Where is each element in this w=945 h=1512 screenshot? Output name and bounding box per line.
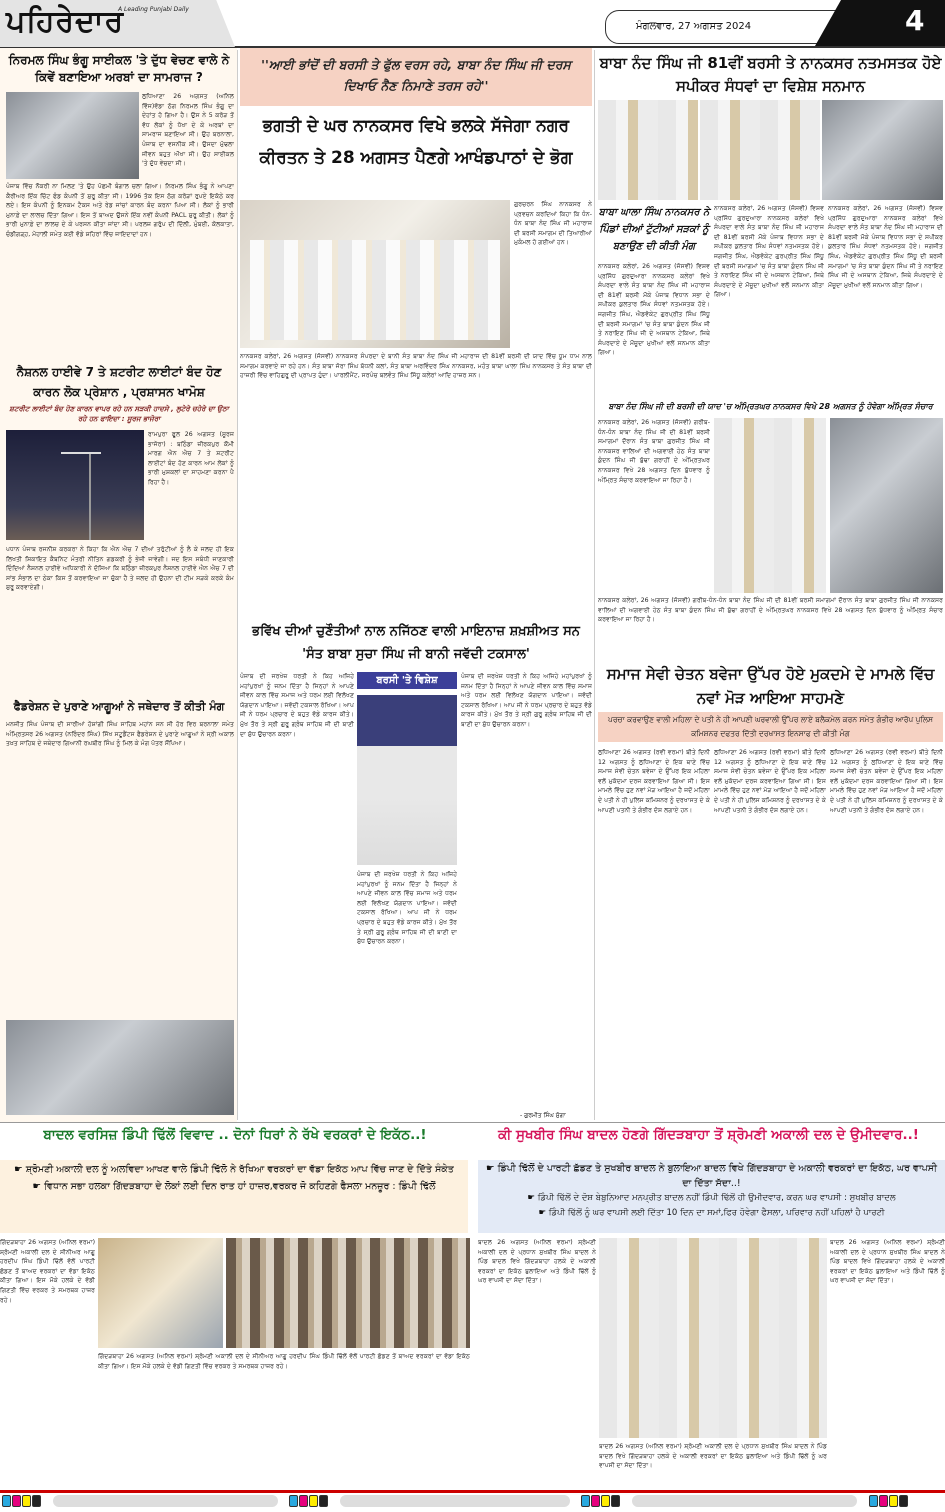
photo-federation — [6, 1020, 234, 1115]
headline-bhangu: ਨਿਰਮਲ ਸਿੰਘ ਭੰਗੂ ਸਾਈਕਲ 'ਤੇ ਦੁੱਧ ਵੇਚਣ ਵਾਲੇ ਨੇ ਕਿਵੇਂ ਬਣਾਇਆ ਅਰਬਾਂ ਦਾ ਸਾਮਰਾਜ ? — [8, 53, 230, 84]
bullet-item: ☛ ਡਿੰਪੀ ਢਿੱਲੋਂ ਦੇ ਪਾਰਟੀ ਛੱਡਣ ਤੇ ਸੁਖਬੀਰ ਬਾਦਲ ਨੇ ਬੁਲਾਇਆ ਬਾਦਲ ਵਿਖੇ ਗਿੱਦੜਬਾਹਾ ਦੇ ਅਕਾਲੀ ਵਰਕਰਾਂ ਦਾ ਇਕੱਠ, ਘਰ ਵਾਪਸੀ ਦਾ ਦਿੱਤਾ ਸੱਦਾ..! — [486, 1163, 937, 1189]
bullet-item: ☛ ਡਿੰਪੀ ਢਿੱਲੋਂ ਨੂੰ ਘਰ ਵਾਪਸੀ ਲਈ ਦਿੱਤਾ 10 ਦਿਨ ਦਾ ਸਮਾਂ,ਫਿਰ ਹੋਵੇਗਾ ਫੈਸਲਾ, ਪਰਿਵਾਰ ਨਹੀਂ ਪਹਿਲਾਂ ਹੈ ਪਾਰਟੀ — [538, 1208, 885, 1218]
right-bullets-band — [478, 1160, 945, 1233]
magenta-swatch — [591, 1495, 600, 1507]
left-bullets-band — [0, 1160, 468, 1233]
yellow-swatch — [22, 1495, 31, 1507]
photo-dimpy-dhillon — [98, 1238, 223, 1348]
article-text: ਬਾਦਲ 26 ਅਗਸਤ (ਅਨਿਲ ਵਰਮਾ) ਸ਼੍ਰੋਮਣੀ ਅਕਾਲੀ ਦਲ ਦੇ ਪ੍ਰਧਾਨ ਸੁਖਬੀਰ ਸਿੰਘ ਬਾਦਲ ਨੇ ਪਿੰਡ ਬਾਦਲ ਵਿਖੇ ਗਿੱਦੜਬਾਹਾ ਹਲਕੇ ਦੇ ਅਕਾਲੀ ਵਰਕਰਾਂ ਦਾ ਇਕੱਠ ਬੁਲਾਇਆ ਅਤੇ ਡਿੰਪੀ ਢਿੱਲੋਂ ਨੂੰ ਘਰ ਵਾਪਸੀ ਦਾ ਸੱਦਾ ਦਿੱਤਾ। — [599, 1443, 827, 1470]
photo-bhangu — [6, 92, 139, 179]
photo-nanaksar — [240, 200, 510, 348]
tagline: A Leading Punjabi Daily — [118, 6, 189, 13]
article-text: ਲੁਧਿਆਣਾ 26 ਅਗਸਤ (ਰਵੀ ਵਰਮਾ) ਬੀਤੇ ਦਿਨੀ 12 ਅਗਸਤ ਨੂੰ ਲੁਧਿਆਣਾ ਦੇ ਇਕ ਥਾਣੇ ਵਿੱਚ ਸਮਾਜ ਸੇਵੀ ਚੇਤਨ ਬਵੇਜਾ ਦੇ ਉੱਪਰ ਇਕ ਮਹਿਲਾ ਵਲੋਂ ਮੁਕੱਦਮਾ ਦਰਜ ਕਰਵਾਇਆ ਗਿਆ ਸੀ। ਇਸ ਮਾਮਲੇ ਵਿੱਚ ਹੁਣ ਨਵਾਂ ਮੋੜ ਆਇਆ ਹੈ ਜਦੋਂ ਮਹਿਲਾ ਦੇ ਪਤੀ ਨੇ ਹੀ ਪੁਲਿਸ ਕਮਿਸ਼ਨਰ ਨੂੰ ਦਰਖਾਸਤ ਦੇ ਕੇ ਆਪਣੀ ਪਤਨੀ ਤੇ ਗੰਭੀਰ ਦੋਸ਼ ਲਗਾਏ ਹਨ। — [598, 749, 710, 814]
article-text: ਨਾਨਕਸਰ ਕਲੇਰਾਂ, 26 ਅਗਸਤ (ਜੱਸਵੀ) ਗਰੀਬ-ਧੰਨ-ਧੰਨ ਬਾਬਾ ਨੰਦ ਸਿੰਘ ਜੀ ਦੀ 81ਵੀਂ ਬਰਸੀ ਸਮਾਗਮਾਂ ਦੌਰਾਨ ਸੰਤ ਬਾਬਾ ਗੁਰਜੀਤ ਸਿੰਘ ਜੀ ਨਾਨਕਸਰ ਵਾਲਿਆਂ ਦੀ ਅਗਵਾਈ ਹੇਠ ਸੰਤ ਬਾਬਾ ਕੁੰਦਨ ਸਿੰਘ ਜੀ ਬੁੱਢਾ ਗਰਾਹੀਂ ਦੇ ਅੰਮ੍ਰਿਤਘਰ ਨਾਨਕਸਰ ਵਿਖੇ 28 ਅਗਸਤ ਦਿਨ ਬੁੱਧਵਾਰ ਨੂੰ ਅੰਮ੍ਰਿਤ ਸੰਚਾਰ ਕਰਵਾਇਆ ਜਾ ਰਿਹਾ ਹੈ। — [598, 419, 710, 484]
magenta-swatch — [879, 1495, 888, 1507]
photo-caption: ਗੁਰਚਰਨ ਸਿੰਘ ਨਾਨਕਸਰ ਨੇ ਪ੍ਰਵਚਨ ਕਰਦਿਆਂ ਕਿਹਾ ਕਿ ਧੰਨ-ਧੰਨ ਬਾਬਾ ਨੰਦ ਸਿੰਘ ਜੀ ਮਹਾਰਾਜ ਦੀ ਬਰਸੀ ਸਮਾਗਮ ਦੀ ਤਿਆਰੀਆਂ ਮੁਕੰਮਲ ਹੋ ਗਈਆਂ ਹਨ। — [514, 201, 592, 247]
article-text: ਗਿੱਦੜਬਾਹਾ 26 ਅਗਸਤ (ਅਨਿਲ ਵਰਮਾ) ਸ਼੍ਰੋਮਣੀ ਅਕਾਲੀ ਦਲ ਦੇ ਸੀਨੀਅਰ ਆਗੂ ਹਰਦੀਪ ਸਿੰਘ ਡਿੰਪੀ ਢਿੱਲੋਂ ਵੱਲੋਂ ਪਾਰਟੀ ਛੱਡਣ ਤੋਂ ਬਾਅਦ ਵਰਕਰਾਂ ਦਾ ਵੱਡਾ ਇਕੱਠ ਕੀਤਾ ਗਿਆ। ਇਸ ਮੌਕੇ ਹਲਕੇ ਦੇ ਵੱਡੀ ਗਿਣਤੀ ਵਿੱਚ ਵਰਕਰ ਤੇ ਸਮਰਥਕ ਹਾਜ਼ਰ ਰਹੇ। — [0, 1239, 95, 1304]
page-number-background — [815, 0, 945, 46]
grey-bar — [53, 1495, 278, 1507]
black-swatch — [899, 1495, 908, 1507]
yellow-swatch — [601, 1495, 610, 1507]
bullet-item: ☛ ਵਿਧਾਨ ਸਭਾ ਹਲਕਾ ਗਿੱਦੜਬਾਹਾ ਦੇ ਲੋਕਾਂ ਲਈ ਦਿਨ ਰਾਤ ਹਾਂ ਹਾਜ਼ਰ,ਵਰਕਰ ਜੋ ਕਹਿਣਗੇ ਫੈਸਲਾ ਮਨਜ਼ੂਰ : ਡਿੰਪੀ ਢਿੱਲੋਂ — [32, 1181, 436, 1192]
yellow-swatch — [309, 1495, 318, 1507]
subhead-chetan-baweja: ਪਰਚਾ ਕਰਵਾਉਣ ਵਾਲੀ ਮਹਿਲਾ ਦੇ ਪਤੀ ਨੇ ਹੀ ਆਪਣੀ ਘਰਵਾਲੀ ਉੱਪਰ ਲਾਏ ਬਲੈਕਮੇਲ ਕਰਨ ਸਮੇਤ ਗੰਭੀਰ ਆਰੋਪ ਪੁਲਿਸ ਕਮਿਸ਼ਨਰ ਦਫਤਰ ਦਿੱਤੀ ਦਰਖਾਸਤ ਇਨਸਾਫ ਦੀ ਕੀਤੀ ਮੰਗ — [608, 715, 933, 738]
article-text: ਬਾਦਲ 26 ਅਗਸਤ (ਅਨਿਲ ਵਰਮਾ) ਸ਼੍ਰੋਮਣੀ ਅਕਾਲੀ ਦਲ ਦੇ ਪ੍ਰਧਾਨ ਸੁਖਬੀਰ ਸਿੰਘ ਬਾਦਲ ਨੇ ਪਿੰਡ ਬਾਦਲ ਵਿਖੇ ਗਿੱਦੜਬਾਹਾ ਹਲਕੇ ਦੇ ਅਕਾਲੀ ਵਰਕਰਾਂ ਦਾ ਇਕੱਠ ਬੁਲਾਇਆ ਅਤੇ ਡਿੰਪੀ ਢਿੱਲੋਂ ਨੂੰ ਘਰ ਵਾਪਸੀ ਦਾ ਸੱਦਾ ਦਿੱਤਾ। — [478, 1239, 596, 1285]
photo-streetlight — [6, 430, 144, 540]
headline-chetan-baweja: ਸਮਾਜ ਸੇਵੀ ਚੇਤਨ ਬਵੇਜਾ ਉੱਪਰ ਹੋਏ ਮੁਕਦਮੇ ਦੇ ਮਾਮਲੇ ਵਿੱਚ ਨਵਾਂ ਮੋੜ ਆਇਆ ਸਾਹਮਣੇ — [606, 665, 935, 707]
byline: - ਗੁਰਮੀਤ ਸਿੰਘ ਸੁੱਗਾ — [520, 1112, 566, 1119]
black-swatch — [32, 1495, 41, 1507]
article-text: ਪੰਜਾਬ ਦੀ ਜਰਖੇਜ਼ ਧਰਤੀ ਨੇ ਕਿਹ ਅਜਿਹੇ ਮਹਾਂਪੁਰਖਾਂ ਨੂੰ ਜਨਮ ਦਿੱਤਾ ਹੈ ਜਿਨ੍ਹਾਂ ਨੇ ਆਪਣੇ ਜੀਵਨ ਕਾਲ ਵਿੱਚ ਸਮਾਜ ਅਤੇ ਧਰਮ ਲਈ ਵਿਲੱਖਣ ਯੋਗਦਾਨ ਪਾਇਆ। ਜਵੱਦੀ ਟਕਸਾਲ ਰੱਖਿਆ। ਆਪ ਜੀ ਨੇ ਧਰਮ ਪ੍ਰਚਾਰ ਦੇ ਬਹੁਤ ਵੱਡੇ ਕਾਰਜ ਕੀਤੇ। ਮੁੱਖ ਤੌਰ ਤੇ ਸ੍ਰੀ ਗੁਰੂ ਗ੍ਰੰਥ ਸਾਹਿਬ ਜੀ ਦੀ ਬਾਣੀ ਦਾ ਸ਼ੁੱਧ ਉਚਾਰਨ ਕਰਨਾ। — [357, 871, 457, 946]
headline-sucha-singh: ਭਵਿੱਖ ਦੀਆਂ ਚੁਣੌਤੀਆਂ ਨਾਲ ਨਜਿੱਠਣ ਵਾਲੀ ਮਾਇਨਾਜ਼ ਸ਼ਖ਼ਸ਼ੀਅਤ ਸਨ 'ਸੰਤ ਬਾਬਾ ਸੁਚਾ ਸਿੰਘ ਜੀ ਬਾਨੀ ਜਵੱਦੀ ਟਕਸਾਲ' — [252, 624, 580, 662]
article-text: ਪਧਾਨ ਪੰਜਾਬ ਰਜਨੀਸ਼ ਕਰਕਰਾ ਨੇ ਕਿਹਾ ਕਿ ਐਨ ਐਚ 7 ਦੀਆਂ ਤਰੁੱਟੀਆਂ ਨੂੰ ਲੈ ਕੇ ਜਲਦ ਹੀ ਇਕ ਲਿਖਤੀ ਸ਼ਿਕਾਇਤ ਕੈਬਨਿਟ ਮੰਤਰੀ ਨੀਤਿਨ ਗਡਕਰੀ ਨੂੰ ਭੇਜੀ ਜਾਵੇਗੀ। ਜਦ ਇਸ ਸਬੰਧੀ ਜਾਣਕਾਰੀ ਦਿੰਦਿਆਂ ਨੈਸ਼ਨਲ ਹਾਈਵੇ ਅਧਿਕਾਰੀ ਨੇ ਦੱਸਿਆ ਕਿ ਬਠਿੰਡਾ ਜ਼ੀਰਕਪੁਰ ਨੈਸ਼ਨਲ ਹਾਈਵੇ ਐਨ ਐਚ 7 ਦੀ ਸਾਂਭ ਸੰਭਾਲ ਦਾ ਠੇਕਾ ਕਿਸ ਤੋਂ ਕਰਵਾਇਆ ਜਾ ਚੁੱਕਾ ਹੈ ਤੇ ਜਲਦ ਹੀ ਉਹਨਾ ਦੀ ਟੀਮ ਸੜਕੇ ਕਰਕੇ ਕੰਮ ਸ਼ੁਰੂ ਕਰਵਾਏਗੀ। — [6, 546, 234, 592]
cyan-swatch — [289, 1495, 298, 1507]
photo-amrit-1 — [714, 418, 826, 593]
print-registration-marks — [0, 1490, 945, 1507]
article-text: ਨਾਨਕਸਰ ਕਲੇਰਾਂ, 26 ਅਗਸਤ (ਜੱਸਵੀ) ਗਰੀਬ-ਧੰਨ-ਧੰਨ ਬਾਬਾ ਨੰਦ ਸਿੰਘ ਜੀ ਦੀ 81ਵੀਂ ਬਰਸੀ ਸਮਾਗਮਾਂ ਦੌਰਾਨ ਸੰਤ ਬਾਬਾ ਗੁਰਜੀਤ ਸਿੰਘ ਜੀ ਨਾਨਕਸਰ ਵਾਲਿਆਂ ਦੀ ਅਗਵਾਈ ਹੇਠ ਸੰਤ ਬਾਬਾ ਕੁੰਦਨ ਸਿੰਘ ਜੀ ਬੁੱਢਾ ਗਰਾਹੀਂ ਦੇ ਅੰਮ੍ਰਿਤਘਰ ਨਾਨਕਸਰ ਵਿਖੇ 28 ਅਗਸਤ ਦਿਨ ਬੁੱਧਵਾਰ ਨੂੰ ਅੰਮ੍ਰਿਤ ਸੰਚਾਰ ਕਰਵਾਇਆ ਜਾ ਰਿਹਾ ਹੈ। — [598, 597, 943, 624]
banner-sukhbir-candidate: ਕੀ ਸੁਖਬੀਰ ਸਿੰਘ ਬਾਦਲ ਹੋਣਗੇ ਗਿੱਦੜਬਾਹਾ ਤੋਂ ਸ਼੍ਰੋਮਣੀ ਅਕਾਲੀ ਦਲ ਦੇ ਉਮੀਦਵਾਰ..! — [498, 1127, 919, 1143]
cyan-swatch — [869, 1495, 878, 1507]
photo-sucha-singh — [357, 695, 457, 865]
masthead — [0, 0, 945, 48]
bullet-text: ਵਿਧਾਨ ਸਭਾ ਹਲਕਾ ਗਿੱਦੜਬਾਹਾ ਦੇ ਲੋਕਾਂ ਲਈ ਦਿਨ ਰਾਤ ਹਾਂ ਹਾਜ਼ਰ,ਵਰਕਰ ਜੋ ਕਹਿਣਗੇ ਫੈਸਲਾ ਮਨਜ਼ੂਰ : ਡਿੰਪੀ ਢਿੱਲੋਂ — [43, 1181, 436, 1192]
photo-speaker-3 — [822, 100, 943, 200]
section-divider — [0, 1122, 945, 1123]
grey-bar — [632, 1495, 857, 1507]
article-text: ਨਾਨਕਸਰ ਕਲੇਰਾਂ, 26 ਅਗਸਤ (ਜੱਸਵੀ) ਵਿਸ਼ਵ ਪ੍ਰਸਿੱਧ ਗੁਰਦੁਆਰਾ ਨਾਨਕਸਰ ਕਲੇਰਾਂ ਵਿਖੇ ਸੰਪਰਦਾ ਵਾਲੇ ਸੰਤ ਬਾਬਾ ਨੰਦ ਸਿੰਘ ਜੀ ਮਹਾਰਾਜ ਦੀ 81ਵੀਂ ਬਰਸੀ ਮੌਕੇ ਪੰਜਾਬ ਵਿਧਾਨ ਸਭਾ ਦੇ ਸਪੀਕਰ ਕੁਲਤਾਰ ਸਿੰਘ ਸੰਧਵਾਂ ਨਤਮਸਤਕ ਹੋਏ। ਜਗਜੀਤ ਸਿੰਘ, ਐਡਵੋਕੇਟ ਗੁਰਪ੍ਰੀਤ ਸਿੰਘ ਸਿੱਧੂ ਦੀ ਬਰਸੀ ਸਮਾਗਮਾਂ 'ਚ ਸੰਤ ਬਾਬਾ ਕੁੰਦਨ ਸਿੰਘ ਜੀ ਤੇ ਨਰਾਇਣ ਸਿੰਘ ਜੀ ਦੇ ਅਸਥਾਨ ਟੇਕਿਆ, ਜਿਥੇ ਸੰਪਰਦਾਏ ਦੇ ਮੌਜੂਦਾ ਮੁਖੀਆਂ ਵਲੋਂ ਸਨਮਾਨ ਕੀਤਾ ਗਿਆ। — [828, 205, 943, 289]
magenta-swatch — [12, 1495, 21, 1507]
headline-speaker: ਬਾਬਾ ਨੰਦ ਸਿੰਘ ਜੀ 81ਵੀਂ ਬਰਸੀ ਤੇ ਨਾਨਕਸਰ ਨਤਮਸਤਕ ਹੋਏ ਸਪੀਕਰ ਸੰਧਵਾਂ ਦਾ ਵਿਸ਼ੇਸ਼ ਸਨਮਾਨ — [599, 54, 942, 95]
article-text: ਪੰਜਾਬ ਵਿੱਚ ਨੌਕਰੀ ਨਾ ਮਿਲਣ 'ਤੇ ਉਹ ਪੱਛਮੀ ਬੰਗਾਲ ਚਲਾ ਗਿਆ। ਨਿਰਮਲ ਸਿੰਘ ਭੰਗੂ ਨੇ ਆਪਣਾ ਕੈਰੀਅਰ ਇੱਕ ਚਿੱਟ ਫੰਡ ਕੰਪਨੀ ਤੋਂ ਸ਼ੁਰੂ ਕੀਤਾ ਸੀ। 1996 ਤੱਕ ਇਸ ਠੱਗ ਕਰੋੜਾਂ ਰੁਪਏ ਇਕੱਠੇ ਕਰ ਲਏ। ਇਸ ਕੰਪਨੀ ਨੂੰ ਇਨਕਮ ਟੈਕਸ ਅਤੇ ਰੇਡ ਜਾਂਚਾਂ ਕਾਰਨ ਬੰਦ ਕਰਨਾ ਪਿਆ ਸੀ। ਲੋਕਾਂ ਨੂੰ ਭਾਰੀ ਮੁਨਾਫ਼ੇ ਦਾ ਲਾਲਚ ਦਿੱਤਾ ਗਿਆ। ਇਸ ਤੋਂ ਬਾਅਦ ਉਸਨੇ ਇੱਕ ਨਵੀਂ ਕੰਪਨੀ PACL ਸ਼ੁਰੂ ਕੀਤੀ। ਲੋਕਾਂ ਨੂੰ ਭਾਰੀ ਮੁਨਾਫ਼ੇ ਦਾ ਲਾਲਚ ਦੇ ਕੇ ਪਰਸਨ ਕੀਤਾ ਜਾਂਦਾ ਸੀ। ਪਰਲਜ਼ ਗਰੁੱਪ ਦੀ ਦਿੱਲੀ, ਮੁੰਬਈ, ਕੋਲਕਾਤਾ, ਚੰਡੀਗੜ੍ਹ, ਮੋਹਾਲੀ ਸਮੇਤ ਕਈ ਵੱਡੇ ਸ਼ਹਿਰਾਂ ਵਿੱਚ ਜਾਇਦਾਦਾਂ ਹਨ। — [6, 183, 234, 238]
bullet-item: ☛ ਡਿੰਪੀ ਢਿੱਲੋਂ ਦੇ ਦੋਸ਼ ਬੇਬੁਨਿਆਦ ਮਨਪ੍ਰੀਤ ਬਾਦਲ ਨਹੀਂ ਡਿੰਪੀ ਢਿੱਲੋਂ ਹੀ ਉਮੀਦਵਾਰ, ਕਰਨ ਘਰ ਵਾਪਸੀ : ਸੁਖਬੀਰ ਬਾਦਲ — [527, 1193, 896, 1203]
photo-amrit-2 — [830, 418, 943, 593]
article-text: ਪੰਜਾਬ ਦੀ ਜਰਖੇਜ਼ ਧਰਤੀ ਨੇ ਕਿਹ ਅਜਿਹੇ ਮਹਾਂਪੁਰਖਾਂ ਨੂੰ ਜਨਮ ਦਿੱਤਾ ਹੈ ਜਿਨ੍ਹਾਂ ਨੇ ਆਪਣੇ ਜੀਵਨ ਕਾਲ ਵਿੱਚ ਸਮਾਜ ਅਤੇ ਧਰਮ ਲਈ ਵਿਲੱਖਣ ਯੋਗਦਾਨ ਪਾਇਆ। ਜਵੱਦੀ ਟਕਸਾਲ ਰੱਖਿਆ। ਆਪ ਜੀ ਨੇ ਧਰਮ ਪ੍ਰਚਾਰ ਦੇ ਬਹੁਤ ਵੱਡੇ ਕਾਰਜ ਕੀਤੇ। ਮੁੱਖ ਤੌਰ ਤੇ ਸ੍ਰੀ ਗੁਰੂ ਗ੍ਰੰਥ ਸਾਹਿਬ ਜੀ ਦੀ ਬਾਣੀ ਦਾ ਸ਼ੁੱਧ ਉਚਾਰਨ ਕਰਨਾ। — [240, 673, 354, 738]
photo-speaker-2 — [700, 100, 820, 200]
issue-date: ਮੰਗਲਵਾਰ, 27 ਅਗਸਤ 2024 — [605, 10, 845, 44]
article-text: ਲੁਧਿਆਣਾ 26 ਅਗਸਤ (ਰਵੀ ਵਰਮਾ) ਬੀਤੇ ਦਿਨੀ 12 ਅਗਸਤ ਨੂੰ ਲੁਧਿਆਣਾ ਦੇ ਇਕ ਥਾਣੇ ਵਿੱਚ ਸਮਾਜ ਸੇਵੀ ਚੇਤਨ ਬਵੇਜਾ ਦੇ ਉੱਪਰ ਇਕ ਮਹਿਲਾ ਵਲੋਂ ਮੁਕੱਦਮਾ ਦਰਜ ਕਰਵਾਇਆ ਗਿਆ ਸੀ। ਇਸ ਮਾਮਲੇ ਵਿੱਚ ਹੁਣ ਨਵਾਂ ਮੋੜ ਆਇਆ ਹੈ ਜਦੋਂ ਮਹਿਲਾ ਦੇ ਪਤੀ ਨੇ ਹੀ ਪੁਲਿਸ ਕਮਿਸ਼ਨਰ ਨੂੰ ਦਰਖਾਸਤ ਦੇ ਕੇ ਆਪਣੀ ਪਤਨੀ ਤੇ ਗੰਭੀਰ ਦੋਸ਼ ਲਗਾਏ ਹਨ। — [830, 749, 943, 814]
cyan-swatch — [2, 1495, 11, 1507]
bullet-text: ਡਿੰਪੀ ਢਿੱਲੋਂ ਦੇ ਪਾਰਟੀ ਛੱਡਣ ਤੇ ਸੁਖਬੀਰ ਬਾਦਲ ਨੇ ਬੁਲਾਇਆ ਬਾਦਲ ਵਿਖੇ ਗਿੱਦੜਬਾਹਾ ਦੇ ਅਕਾਲੀ ਵਰਕਰਾਂ ਦਾ ਇਕੱਠ, ਘਰ ਵਾਪਸੀ ਦਾ ਦਿੱਤਾ ਸੱਦਾ..! — [497, 1163, 937, 1189]
column-divider — [594, 50, 595, 1120]
article-text: ਲੁਧਿਆਣਾ 26 ਅਗਸਤ (ਅਨਿਲ ਵਿੱਜ)ਵੱਡਾ ਠੱਗ ਨਿਰਮਲ ਸਿੰਘ ਭੰਗੂ ਦਾ ਦੇਹਾਂਤ ਹੋ ਗਿਆ ਹੈ। ਉਸ ਨੇ 5 ਕਰੋੜ ਤੋਂ ਵੱਧ ਲੋਕਾਂ ਨੂੰ ਧੋਖਾ ਦੇ ਕੇ ਅਰਬਾਂ ਦਾ ਸਾਮਰਾਜ ਬਣਾਇਆ ਸੀ। ਉਹ ਬਰਨਾਲਾ, ਪੰਜਾਬ ਦਾ ਵਸਨੀਕ ਸੀ। ਉਸਦਾ ਮੁੱਢਲਾ ਜੀਵਨ ਬਹੁਤ ਔਖਾ ਸੀ। ਉਹ ਸਾਈਕਲ 'ਤੇ ਦੁੱਧ ਵੇਚਦਾ ਸੀ। — [142, 93, 234, 168]
bullet-text: ਡਿੰਪੀ ਢਿੱਲੋਂ ਨੂੰ ਘਰ ਵਾਪਸੀ ਲਈ ਦਿੱਤਾ 10 ਦਿਨ ਦਾ ਸਮਾਂ,ਫਿਰ ਹੋਵੇਗਾ ਫੈਸਲਾ, ਪਰਿਵਾਰ ਨਹੀਂ ਪਹਿਲਾਂ ਹੈ ਪਾਰਟੀ — [548, 1208, 885, 1218]
bullet-text: ਸ਼੍ਰੋਮਣੀ ਅਕਾਲੀ ਦਲ ਨੂੰ ਅਲਵਿਦਾ ਆਖਣ ਵਾਲੇ ਡਿੰਪੀ ਢਿੱਲੋ ਨੇ ਰੱਖਿਆ ਵਰਕਰਾਂ ਦਾ ਵੱਡਾ ਇਕੱਠ ਆਪ ਵਿੱਚ ਜਾਣ ਦੇ ਦਿੱਤੇ ਸੰਕੇਤ — [25, 1164, 454, 1175]
banner-badal-vs-dimpy: ਬਾਦਲ ਵਰਸਿਜ਼ ਡਿੰਪੀ ਢਿੱਲੋਂ ਵਿਵਾਦ .. ਦੋਨਾਂ ਧਿਰਾਂ ਨੇ ਰੱਖੇ ਵਰਕਰਾਂ ਦੇ ਇਕੱਠ..! — [43, 1127, 427, 1143]
headline-nagar-kirtan: ਭਗਤੀ ਦੇ ਘਰ ਨਾਨਕਸਰ ਵਿਖੇ ਭਲਕੇ ਸੱਜੇਗਾ ਨਗਰ ਕੀਰਤਨ ਤੇ 28 ਅਗਸਤ ਪੈਣਗੇ ਆਖੰਡਪਾਠਾਂ ਦੇ ਭੋਗ — [259, 116, 573, 168]
article-text: ਪੰਜਾਬ ਦੀ ਜਰਖੇਜ਼ ਧਰਤੀ ਨੇ ਕਿਹ ਅਜਿਹੇ ਮਹਾਂਪੁਰਖਾਂ ਨੂੰ ਜਨਮ ਦਿੱਤਾ ਹੈ ਜਿਨ੍ਹਾਂ ਨੇ ਆਪਣੇ ਜੀਵਨ ਕਾਲ ਵਿੱਚ ਸਮਾਜ ਅਤੇ ਧਰਮ ਲਈ ਵਿਲੱਖਣ ਯੋਗਦਾਨ ਪਾਇਆ। ਜਵੱਦੀ ਟਕਸਾਲ ਰੱਖਿਆ। ਆਪ ਜੀ ਨੇ ਧਰਮ ਪ੍ਰਚਾਰ ਦੇ ਬਹੁਤ ਵੱਡੇ ਕਾਰਜ ਕੀਤੇ। ਮੁੱਖ ਤੌਰ ਤੇ ਸ੍ਰੀ ਗੁਰੂ ਗ੍ਰੰਥ ਸਾਹਿਬ ਜੀ ਦੀ ਬਾਣੀ ਦਾ ਸ਼ੁੱਧ ਉਚਾਰਨ ਕਰਨਾ। — [461, 673, 592, 728]
column-divider — [237, 50, 238, 1120]
quote-text: ''ਆਈ ਭਾਂਦੋਂ ਦੀ ਬਰਸੀ ਤੇ ਫੁੱਲ ਵਰਸ ਰਹੇ, ਬਾਬਾ ਨੰਦ ਸਿੰਘ ਜੀ ਦਰਸ ਦਿਖਾਓ ਨੈਣ ਨਿਮਾਣੇ ਤਰਸ ਰਹੇ'' — [261, 57, 571, 93]
article-text: ਗਿੱਦੜਬਾਹਾ 26 ਅਗਸਤ (ਅਨਿਲ ਵਰਮਾ) ਸ਼੍ਰੋਮਣੀ ਅਕਾਲੀ ਦਲ ਦੇ ਸੀਨੀਅਰ ਆਗੂ ਹਰਦੀਪ ਸਿੰਘ ਡਿੰਪੀ ਢਿੱਲੋਂ ਵੱਲੋਂ ਪਾਰਟੀ ਛੱਡਣ ਤੋਂ ਬਾਅਦ ਵਰਕਰਾਂ ਦਾ ਵੱਡਾ ਇਕੱਠ ਕੀਤਾ ਗਿਆ। ਇਸ ਮੌਕੇ ਹਲਕੇ ਦੇ ਵੱਡੀ ਗਿਣਤੀ ਵਿੱਚ ਵਰਕਰ ਤੇ ਸਮਰਥਕ ਹਾਜ਼ਰ ਰਹੇ। — [98, 1353, 470, 1370]
photo-speaker-1 — [598, 100, 698, 200]
headline-amrit-sanchar: ਬਾਬਾ ਨੰਦ ਸਿੰਘ ਜੀ ਦੀ ਬਰਸੀ ਦੀ ਯਾਦ 'ਚ ਅੰਮ੍ਰਿਤਘਰ ਨਾਨਕਸਰ ਵਿਖੇ 28 ਅਗਸਤ ਨੂੰ ਹੋਵੇਗਾ ਅੰਮ੍ਰਿਤ ਸੰਚਾਰ — [608, 402, 933, 411]
headline-highway: ਨੈਸ਼ਨਲ ਹਾਈਵੇ 7 ਤੇ ਸ਼ਟਰੀਟ ਲਾਈਟਾਂ ਬੰਦ ਹੋਣ ਕਾਰਨ ਲੋਕ ਪ੍ਰੇਸ਼ਾਨ , ਪ੍ਰਸ਼ਾਸਨ ਖਾਮੋਸ਼ — [16, 365, 222, 399]
bullet-text: ਡਿੰਪੀ ਢਿੱਲੋਂ ਦੇ ਦੋਸ਼ ਬੇਬੁਨਿਆਦ ਮਨਪ੍ਰੀਤ ਬਾਦਲ ਨਹੀਂ ਡਿੰਪੀ ਢਿੱਲੋਂ ਹੀ ਉਮੀਦਵਾਰ, ਕਰਨ ਘਰ ਵਾਪਸੀ : ਸੁਖਬੀਰ ਬਾਦਲ — [537, 1193, 896, 1203]
page-number: 4 — [905, 4, 925, 37]
grey-bar — [340, 1495, 570, 1507]
article-text: ਨਾਨਕਸਰ ਕਲੇਰਾਂ, 26 ਅਗਸਤ (ਜੱਸਵੀ) ਵਿਸ਼ਵ ਪ੍ਰਸਿੱਧ ਗੁਰਦੁਆਰਾ ਨਾਨਕਸਰ ਕਲੇਰਾਂ ਵਿਖੇ ਸੰਪਰਦਾ ਵਾਲੇ ਸੰਤ ਬਾਬਾ ਨੰਦ ਸਿੰਘ ਜੀ ਮਹਾਰਾਜ ਦੀ 81ਵੀਂ ਬਰਸੀ ਮੌਕੇ ਪੰਜਾਬ ਵਿਧਾਨ ਸਭਾ ਦੇ ਸਪੀਕਰ ਕੁਲਤਾਰ ਸਿੰਘ ਸੰਧਵਾਂ ਨਤਮਸਤਕ ਹੋਏ। ਜਗਜੀਤ ਸਿੰਘ, ਐਡਵੋਕੇਟ ਗੁਰਪ੍ਰੀਤ ਸਿੰਘ ਸਿੱਧੂ ਦੀ ਬਰਸੀ ਸਮਾਗਮਾਂ 'ਚ ਸੰਤ ਬਾਬਾ ਕੁੰਦਨ ਸਿੰਘ ਜੀ ਤੇ ਨਰਾਇਣ ਸਿੰਘ ਜੀ ਦੇ ਅਸਥਾਨ ਟੇਕਿਆ, ਜਿਥੇ ਸੰਪਰਦਾਏ ਦੇ ਮੌਜੂਦਾ ਮੁਖੀਆਂ ਵਲੋਂ ਸਨਮਾਨ ਕੀਤਾ ਗਿਆ। — [714, 205, 824, 299]
yellow-swatch — [889, 1495, 898, 1507]
black-swatch — [611, 1495, 620, 1507]
article-text: ਬਾਦਲ 26 ਅਗਸਤ (ਅਨਿਲ ਵਰਮਾ) ਸ਼੍ਰੋਮਣੀ ਅਕਾਲੀ ਦਲ ਦੇ ਪ੍ਰਧਾਨ ਸੁਖਬੀਰ ਸਿੰਘ ਬਾਦਲ ਨੇ ਪਿੰਡ ਬਾਦਲ ਵਿਖੇ ਗਿੱਦੜਬਾਹਾ ਹਲਕੇ ਦੇ ਅਕਾਲੀ ਵਰਕਰਾਂ ਦਾ ਇਕੱਠ ਬੁਲਾਇਆ ਅਤੇ ਡਿੰਪੀ ਢਿੱਲੋਂ ਨੂੰ ਘਰ ਵਾਪਸੀ ਦਾ ਸੱਦਾ ਦਿੱਤਾ। — [830, 1239, 945, 1285]
article-text: ਰਾਮਪੁਰਾ ਫੂਲ 26 ਅਗਸਤ (ਸੂਰਜ ਭਾਜੋਰਾ) : ਬਠਿੰਡਾ ਜ਼ੀਰਕਪੁਰ ਕੌਮੀ ਮਾਰਗ ਐਨ ਐਚ 7 ਤੇ ਸ਼ਟਰੀਟ ਲਾਈਟਾਂ ਬੰਦ ਹੋਣ ਕਾਰਨ ਆਮ ਲੋਕਾਂ ਨੂੰ ਭਾਰੀ ਮੁਸ਼ਕਲਾਂ ਦਾ ਸਾਹਮਣਾ ਕਰਨਾ ਪੈ ਰਿਹਾ ਹੈ। — [148, 431, 234, 486]
article-text: ਨਾਨਕਸਰ ਕਲੇਰਾਂ, 26 ਅਗਸਤ (ਜੱਸਵੀ) ਵਿਸ਼ਵ ਪ੍ਰਸਿੱਧ ਗੁਰਦੁਆਰਾ ਨਾਨਕਸਰ ਕਲੇਰਾਂ ਵਿਖੇ ਸੰਪਰਦਾ ਵਾਲੇ ਸੰਤ ਬਾਬਾ ਨੰਦ ਸਿੰਘ ਜੀ ਮਹਾਰਾਜ ਦੀ 81ਵੀਂ ਬਰਸੀ ਮੌਕੇ ਪੰਜਾਬ ਵਿਧਾਨ ਸਭਾ ਦੇ ਸਪੀਕਰ ਕੁਲਤਾਰ ਸਿੰਘ ਸੰਧਵਾਂ ਨਤਮਸਤਕ ਹੋਏ। ਜਗਜੀਤ ਸਿੰਘ, ਐਡਵੋਕੇਟ ਗੁਰਪ੍ਰੀਤ ਸਿੰਘ ਸਿੱਧੂ ਦੀ ਬਰਸੀ ਸਮਾਗਮਾਂ 'ਚ ਸੰਤ ਬਾਬਾ ਕੁੰਦਨ ਸਿੰਘ ਜੀ ਤੇ ਨਰਾਇਣ ਸਿੰਘ ਜੀ ਦੇ ਅਸਥਾਨ ਟੇਕਿਆ, ਜਿਥੇ ਸੰਪਰਦਾਏ ਦੇ ਮੌਜੂਦਾ ਮੁਖੀਆਂ ਵਲੋਂ ਸਨਮਾਨ ਕੀਤਾ ਗਿਆ। — [598, 263, 710, 357]
magenta-swatch — [299, 1495, 308, 1507]
cyan-swatch — [581, 1495, 590, 1507]
special-badge: ਬਰਸੀ 'ਤੇ ਵਿਸ਼ੇਸ਼ — [357, 672, 457, 689]
article-text: ਨਾਨਕਸਰ ਕਲੇਰਾਂ, 26 ਅਗਸਤ (ਜੱਸਵੀ) ਨਾਨਕਸਰ ਸੰਪਰਦਾ ਦੇ ਬਾਨੀ ਸੰਤ ਬਾਬਾ ਨੰਦ ਸਿੰਘ ਜੀ ਮਹਾਰਾਜ ਦੀ 81ਵੀਂ ਬਰਸੀ ਦੀ ਯਾਦ ਵਿੱਚ ਧੂਮ ਧਾਮ ਨਾਲ ਸਮਾਗਮ ਕਰਵਾਏ ਜਾ ਰਹੇ ਹਨ। ਸੰਤ ਬਾਬਾ ਜੋਰਾ ਸਿੰਘ ਬੱਧਨੀ ਕਲਾਂ, ਸੰਤ ਬਾਬਾ ਅਰਵਿੰਦਰ ਸਿੰਘ ਨਾਨਕਸਰ, ਮਹੰਤ ਬਾਬਾ ਘਾਲਾ ਸਿੰਘ ਨਾਨਕਸਰ ਤੇ ਸੰਤ ਬਾਬਾ ਦੀ ਹਾਜ਼ਰੀ ਵਿੱਚ ਵਾਹਿਗੁਰੂ ਦੀ ਪ੍ਰਾਪਤ ਹੁੰਦਾ। ਪਾਰਲੀਮੈਂਟ, ਸਰਪੰਚ ਬਲਵੰਤ ਸਿੰਘ ਸਿੱਧੂ ਕਲੇਰਾਂ ਆਦਿ ਹਾਜ਼ਰ ਸਨ। — [240, 353, 592, 380]
black-swatch — [319, 1495, 328, 1507]
subhead-highway: ਸ਼ਟਰੀਟ ਲਾਈਟਾਂ ਬੰਦ ਹੋਣ ਕਾਰਨ ਵਾਪਰ ਰਹੇ ਹਨ ਸੜਕੀ ਹਾਦਸੇ , ਲੁਟੇਰੇ ਚਹੇਰੇ ਦਾ ਉਠਾ ਰਹੇ ਹਨ ਫਾਇਦਾ : ਸੂਰਜ ਭਾਜੋਰਾ — [9, 405, 229, 423]
newspaper-logo: ਪਹਿਰੇਦਾਰ — [6, 4, 125, 39]
article-text: ਲੁਧਿਆਣਾ 26 ਅਗਸਤ (ਰਵੀ ਵਰਮਾ) ਬੀਤੇ ਦਿਨੀ 12 ਅਗਸਤ ਨੂੰ ਲੁਧਿਆਣਾ ਦੇ ਇਕ ਥਾਣੇ ਵਿੱਚ ਸਮਾਜ ਸੇਵੀ ਚੇਤਨ ਬਵੇਜਾ ਦੇ ਉੱਪਰ ਇਕ ਮਹਿਲਾ ਵਲੋਂ ਮੁਕੱਦਮਾ ਦਰਜ ਕਰਵਾਇਆ ਗਿਆ ਸੀ। ਇਸ ਮਾਮਲੇ ਵਿੱਚ ਹੁਣ ਨਵਾਂ ਮੋੜ ਆਇਆ ਹੈ ਜਦੋਂ ਮਹਿਲਾ ਦੇ ਪਤੀ ਨੇ ਹੀ ਪੁਲਿਸ ਕਮਿਸ਼ਨਰ ਨੂੰ ਦਰਖਾਸਤ ਦੇ ਕੇ ਆਪਣੀ ਪਤਨੀ ਤੇ ਗੰਭੀਰ ਦੋਸ਼ ਲਗਾਏ ਹਨ। — [714, 749, 826, 814]
photo-sukhbir-badal — [599, 1238, 827, 1438]
headline-federation: ਫੈਡਰੇਸ਼ਨ ਦੇ ਪੁਰਾਣੇ ਆਗੂਆਂ ਨੇ ਜਥੇਦਾਰ ਤੋਂ ਕੀਤੀ ਮੰਗ — [13, 700, 225, 713]
bullet-item: ☛ ਸ਼੍ਰੋਮਣੀ ਅਕਾਲੀ ਦਲ ਨੂੰ ਅਲਵਿਦਾ ਆਖਣ ਵਾਲੇ ਡਿੰਪੀ ਢਿੱਲੋ ਨੇ ਰੱਖਿਆ ਵਰਕਰਾਂ ਦਾ ਵੱਡਾ ਇਕੱਠ ਆਪ ਵਿੱਚ ਜਾਣ ਦੇ ਦਿੱਤੇ ਸੰਕੇਤ — [14, 1164, 454, 1175]
article-text: ਮਨਜੀਤ ਸਿੰਘ ਪੰਜਾਬ ਦੀ ਸਾਰੀਆਂ ਹੋਸ਼ਾਂਗੀ ਸਿੰਘ ਸਾਹਿਬ ਮਹਾਂਨ ਸਨ ਸੀ ਹੋਰ ਵਿਰ ਬਰਨਾਲਾ ਸਮੇਤ ਅੰਮ੍ਰਿਤਸਰ 26 ਅਗਸਤ (ਨਰਿੰਦਰ ਸਿੰਘ) ਸਿੱਖ ਸਟੂਡੈਂਟਸ ਫੈਡਰੇਸ਼ਨ ਦੇ ਪੁਰਾਣੇ ਆਗੂਆਂ ਨੇ ਸ੍ਰੀ ਅਕਾਲ ਤਖ਼ਤ ਸਾਹਿਬ ਦੇ ਜਥੇਦਾਰ ਗਿਆਨੀ ਰਘਬੀਰ ਸਿੰਘ ਨੂੰ ਮਿਲ ਕੇ ਮੰਗ ਪੱਤਰ ਸੌਂਪਿਆ। — [6, 721, 234, 748]
subhead-ghala-singh: ਬਾਬਾ ਘਾਲਾ ਸਿੰਘ ਨਾਨਕਸਰ ਨੇ ਪਿੰਡਾਂ ਦੀਆਂ ਟੁੱਟੀਆਂ ਸੜਕਾਂ ਨੂੰ ਬਣਾਉਣ ਦੀ ਕੀਤੀ ਮੰਗ — [598, 207, 710, 252]
photo-workers-gathering — [226, 1238, 470, 1348]
